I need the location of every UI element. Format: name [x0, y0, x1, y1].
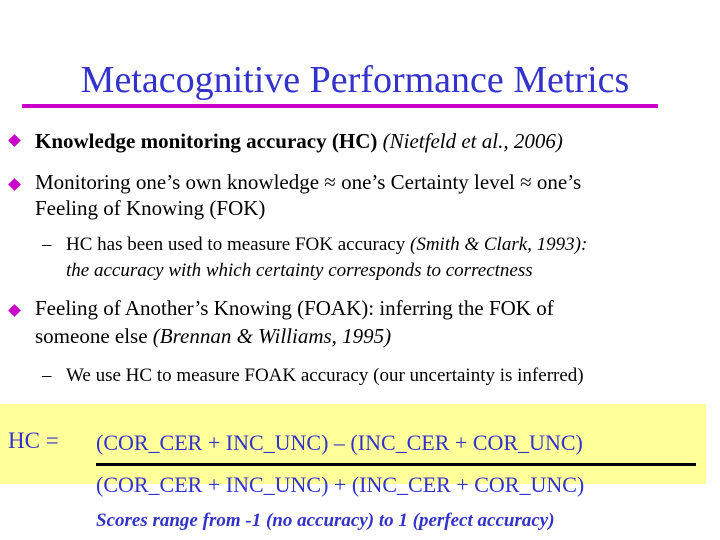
subbullet-1-text: HC has been used to measure FOK accuracy — [66, 234, 406, 255]
bullet-3-text: someone else — [35, 324, 148, 348]
subbullet-1-citation: (Smith & Clark, 1993): — [410, 234, 588, 255]
title-underline — [22, 104, 658, 108]
subbullet-1-line-2: the accuracy with which certainty corresponds to correctness — [66, 260, 533, 281]
bullet-2-line-2: Feeling of Knowing (FOK) — [35, 196, 266, 220]
bullet-3-line-2 — [35, 324, 391, 348]
formula-denominator: (COR_CER + INC_UNC) + (INC_CER + COR_UNC) — [96, 472, 585, 497]
dash-bullet-icon: – — [42, 234, 52, 255]
subbullet-1-line-1 — [66, 233, 587, 257]
slide-title: Metacognitive Performance Metrics — [80, 59, 630, 101]
diamond-bullet-icon — [8, 304, 21, 317]
bullet-2-line-1: Monitoring one’s own knowledge ≈ one’s Certainty level ≈ one’s — [35, 170, 582, 194]
diamond-bullet-icon — [8, 134, 21, 147]
formula-label: HC = — [8, 428, 59, 453]
diamond-bullet-icon — [8, 178, 21, 191]
bullet-1-citation: (Nietfeld et al., 2006) — [382, 129, 563, 153]
dash-bullet-icon: – — [42, 365, 52, 386]
formula-numerator: (COR_CER + INC_UNC) – (INC_CER + COR_UNC) — [96, 430, 583, 455]
fraction-bar — [96, 463, 696, 466]
bullet-3-citation: (Brennan & Williams, 1995) — [152, 324, 392, 348]
subbullet-2: We use HC to measure FOAK accuracy (our uncertainty is inferred) — [66, 365, 584, 386]
bullet-1 — [35, 129, 563, 153]
bullet-1-text: Knowledge monitoring accuracy (HC) — [35, 129, 378, 153]
score-range-note: Scores range from -1 (no accuracy) to 1 (perfect accuracy) — [96, 510, 555, 531]
bullet-3-line-1: Feeling of Another’s Knowing (FOAK): inferring the FOK of — [35, 296, 554, 320]
